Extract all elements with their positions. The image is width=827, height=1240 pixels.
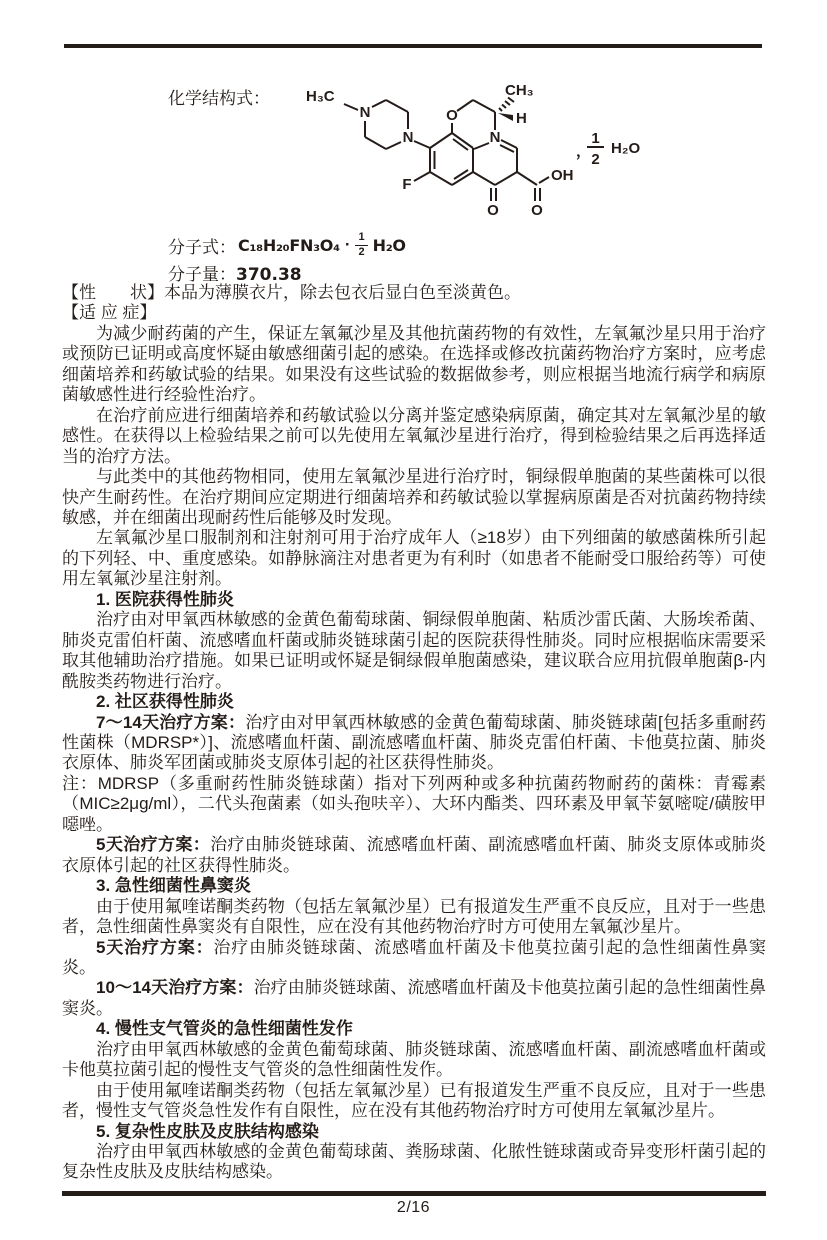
atom-label-oh: OH: [551, 167, 574, 184]
molecular-formula-line: [168, 232, 406, 258]
paragraph-sinusitis-warning: 由于使用氟喹诺酮类药物（包括左氧氟沙星）已有报道发生严重不良反应，且对于一些患者，急性细菌性鼻窦炎有自限性，应在没有其他药物治疗时方可使用左氧氟沙星片。: [62, 896, 766, 937]
paragraph-bronchitis-warning: 由于使用氟喹诺酮类药物（包括左氧氟沙星）已有报道发生严重不良反应，且对于一些患者，慢性支气管炎急性发作有自限性，应在没有其他药物治疗时方可使用左氧氟沙星片。: [62, 1080, 766, 1121]
page-number: 2/16: [396, 1199, 431, 1216]
chemical-structure-diagram: [298, 73, 643, 241]
paragraph-culture-testing: 在治疗前应进行细菌培养和药敏试验以分离并鉴定感染病原菌，确定其对左氧氟沙星的敏感性。在获得以上检验结果之前可以先使用左氧氟沙星进行治疗，得到检验结果之后再选择适当的治疗方法。: [62, 405, 766, 466]
paragraph-skin-infection: 治疗由甲氧西林敏感的金黄色葡萄球菌、粪肠球菌、化脓性链球菌或奇异变形杆菌引起的复杂性皮肤及皮肤结构感染。: [62, 1142, 766, 1182]
heading-complicated-skin-infection: 5. 复杂性皮肤及皮肤结构感染: [96, 1121, 319, 1141]
hydrate-dot: ·: [344, 235, 351, 255]
paragraph-hospital-pneumonia: 治疗由对甲氧西林敏感的金黄色葡萄球菌、铜绿假单胞菌、粘质沙雷氏菌、大肠埃希菌、肺炎克雷伯杆菌、流感嗜血杆菌或肺炎链球菌引起的医院获得性肺炎。同时应根据临床需要采取其他辅助治疗措施。如果已证明或怀疑是铜绿假单胞菌感染，建议联合应用抗假单胞菌β-内酰胺类药物进行治疗。: [62, 610, 766, 691]
atom-label-n-piperazine-top: N: [359, 104, 371, 121]
mdrsp-note: 注：MDRSP（多重耐药性肺炎链球菌）指对下列两种或多种抗菌药物耐药的菌株：青霉素（MIC≥2μg/ml），二代头孢菌素（如头孢呋辛）、大环内酯类、四环素及甲氧苄氨嘧啶/磺胺甲噁唑。: [62, 773, 766, 834]
atom-label-n-piperazine-bottom: N: [402, 129, 414, 146]
insert-body: [62, 283, 766, 1183]
hydrate-numerator: 1: [591, 130, 600, 147]
property-section: 【性 状】本品为薄膜衣片，除去包衣后显白色至淡黄色。: [62, 283, 521, 302]
atom-label-h3c: H₃C: [306, 88, 335, 105]
atom-label-o-oxazine: O: [446, 107, 458, 124]
regimen-10-14-day-sinusitis: 10～14天治疗方案：治疗由肺炎链球菌、流感嗜血杆菌及卡他莫拉菌引起的急性细菌性鼻窦炎。: [62, 978, 766, 1018]
molecular-mass-value: 370.38: [236, 265, 302, 285]
heading-chronic-bronchitis-exacerbation: 4. 慢性支气管炎的急性细菌性发作: [96, 1019, 353, 1039]
paragraph-resistance-policy: 为减少耐药菌的产生，保证左氧氟沙星及其他抗菌药物的有效性，左氧氟沙星只用于治疗或预防已证明或高度怀疑由敏感细菌引起的感染。在选择或修改抗菌药物治疗方案时，应考虑细菌培养和药敏试验的结果。如果没有这些试验的数据做参考，则应根据当地流行病学和病原菌敏感性进行经验性治疗。: [62, 323, 766, 405]
molecular-formula-value: C₁₈H₂₀FN₃O₄: [238, 235, 340, 255]
atom-label-o-ketone: O: [487, 202, 499, 219]
heading-hospital-acquired-pneumonia: 1. 医院获得性肺炎: [96, 589, 234, 609]
hydrate-comma: ，: [576, 143, 592, 160]
atom-label-h-stereo: H: [516, 110, 527, 127]
atom-label-ch3: CH₃: [505, 82, 534, 99]
hydrate-fraction: $\frac{1}{2}$: [355, 232, 367, 258]
atom-label-o-acid: O: [531, 202, 543, 219]
regimen-5-day-cap: 5天治疗方案：治疗由肺炎链球菌、流感嗜血杆菌、副流感嗜血杆菌、肺炎支原体或肺炎衣原体引起的社区获得性肺炎。: [62, 835, 766, 875]
heading-acute-bacterial-sinusitis: 3. 急性细菌性鼻窦炎: [96, 876, 251, 896]
paragraph-pseudomonas-resistance: 与此类中的其他药物相同，使用左氧氟沙星进行治疗时，铜绿假单胞菌的某些菌株可以很快产生耐药性。在治疗期间应定期进行细菌培养和药敏试验以掌握病原菌是否对抗菌药物持续敏感，并在细菌出现耐药性后能够及时发现。: [62, 467, 766, 527]
heading-community-acquired-pneumonia: 2. 社区获得性肺炎: [96, 692, 234, 712]
indication-section-title: 【适 应 症】: [62, 303, 157, 323]
top-divider: [64, 44, 762, 48]
chemical-structure-label: 化学结构式：: [168, 89, 270, 108]
regimen-7-14-day: 7～14天治疗方案：治疗由对甲氧西林敏感的金黄色葡萄球菌、肺炎链球菌[包括多重耐药性菌株（MDRSP*）]、流感嗜血杆菌、副流感嗜血杆菌、肺炎克雷伯杆菌、卡他莫拉菌、肺炎衣原体、肺炎军团菌或肺炎支原体引起的社区获得性肺炎。: [62, 712, 766, 773]
paragraph-bronchitis: 治疗由甲氧西林敏感的金黄色葡萄球菌、肺炎链球菌、流感嗜血杆菌、副流感嗜血杆菌或卡他莫拉菌引起的慢性支气管炎的急性细菌性发作。: [62, 1039, 766, 1080]
atom-label-f: F: [402, 176, 412, 193]
paragraph-adult-indication: 左氧氟沙星口服制剂和注射剂可用于治疗成年人（≥18岁）由下列细菌的敏感菌株所引起的下列轻、中、重度感染。如静脉滴注对患者更为有利时（如患者不能耐受口服给药等）可使用左氧氟沙星注射剂。: [62, 528, 766, 589]
molecular-mass-label: 分子量：: [168, 265, 236, 284]
hydrate-formula: H₂O: [372, 235, 406, 255]
hydrate-denominator: 2: [591, 151, 600, 168]
hydrate-water: H₂O: [611, 140, 641, 157]
footer-divider: [62, 1191, 766, 1196]
molecular-formula-label: 分子式：: [168, 237, 236, 257]
atom-label-n-ring: N: [489, 129, 501, 146]
regimen-5-day-sinusitis: 5天治疗方案：治疗由肺炎链球菌、流感嗜血杆菌及卡他莫拉菌引起的急性细菌性鼻窦炎。: [62, 937, 766, 977]
molecular-mass-line: [168, 260, 302, 285]
